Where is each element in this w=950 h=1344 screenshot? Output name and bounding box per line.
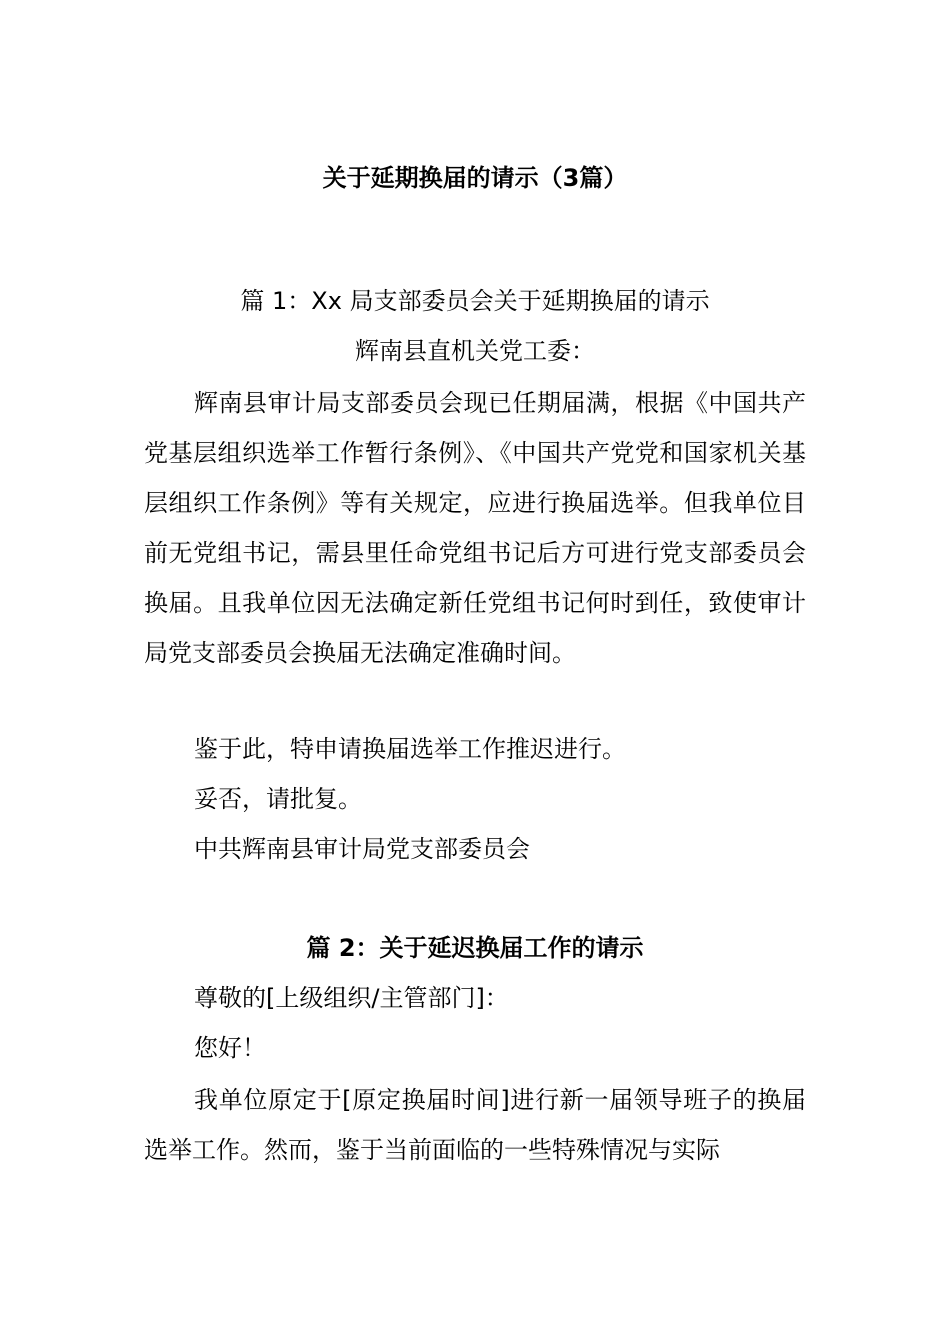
article2-addressee: 尊敬的[上级组织/主管部门]： — [194, 984, 509, 1012]
article1-signature: 中共辉南县审计局党支部委员会 — [194, 835, 530, 863]
document-title: 关于延期换届的请示（3篇） — [322, 164, 628, 192]
article1-addressee: 辉南县直机关党工委： — [355, 337, 595, 365]
article2-greeting: 您好！ — [194, 1034, 266, 1062]
article1-heading: 篇 1：Xx 局支部委员会关于延期换届的请示 — [240, 287, 710, 315]
article2-body: 我单位原定于[原定换届时间]进行新一届领导班子的换届选举工作。然而，鉴于当前面临的一些特殊情况与实际 — [144, 1086, 806, 1164]
article2-heading: 篇 2：关于延迟换届工作的请示 — [306, 934, 644, 962]
article1-body: 辉南县审计局支部委员会现已任期届满，根据《中国共产党基层组织选举工作暂行条例》、《中国共产党党和国家机关基层组织工作条例》等有关规定，应进行换届选举。但我单位目前无党组书记，需县里任命党组书记后方可进行党支部委员会换届。且我单位因无法确定新任党组书记何时到任，致使审计局党支部委员会换届无法确定准确时间。 — [144, 389, 806, 667]
article1-request: 鉴于此，特申请换届选举工作推迟进行。 — [194, 735, 626, 763]
article1-closing: 妥否，请批复。 — [194, 785, 362, 813]
